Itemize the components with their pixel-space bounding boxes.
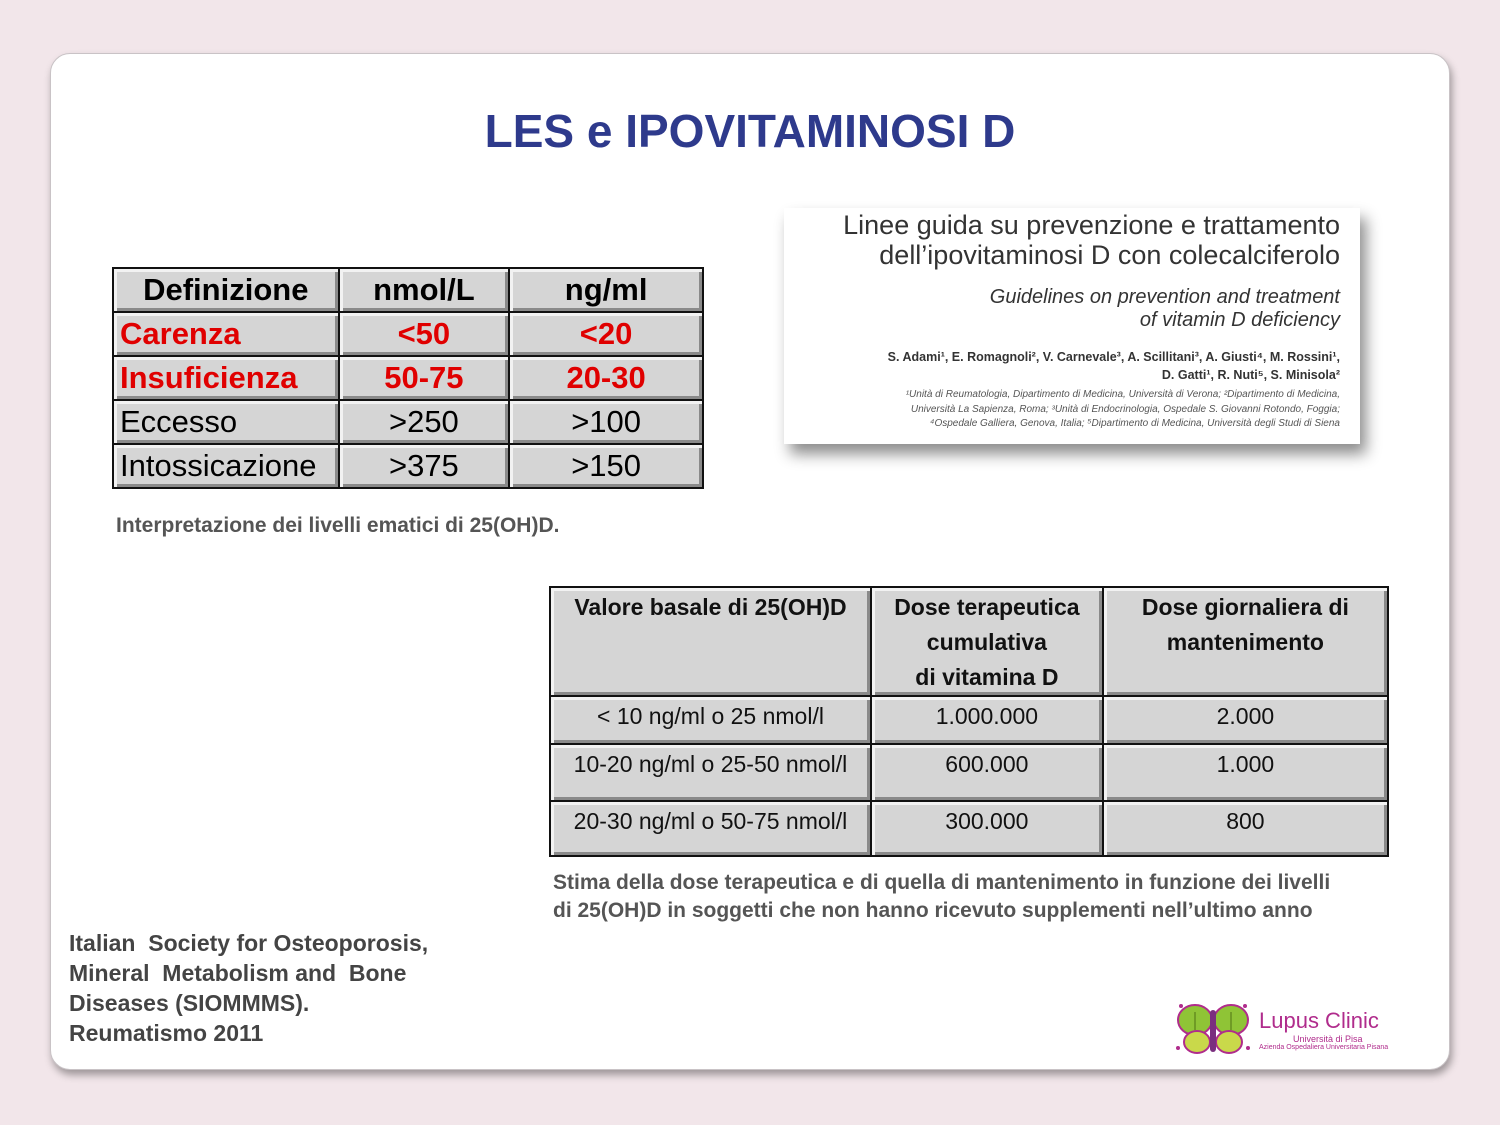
table-row [550, 744, 1388, 801]
article-affil-line: ¹Unità di Reumatologia, Dipartimento di Medicina, Università di Verona; ²Dipartimento di Medicina, [905, 389, 1340, 400]
cell-nmol: >250 [339, 400, 510, 444]
cell-ng: <20 [509, 312, 703, 356]
header-line: mantenimento [1166, 629, 1324, 655]
table-row [113, 356, 703, 400]
slide-title: LES e IPOVITAMINOSI D [484, 105, 1016, 157]
source-line: Reumatismo 2011 [69, 1020, 264, 1046]
dose-caption-line: Stima della dose terapeutica e di quella di mantenimento in funzione dei livelli [553, 871, 1331, 894]
table-row [113, 444, 703, 488]
table-row [550, 696, 1388, 744]
cell-ng: >150 [509, 444, 703, 488]
article-title-line: Linee guida su prevenzione e trattamento [843, 210, 1340, 240]
table-row [113, 400, 703, 444]
cell-nmol: 50-75 [339, 356, 510, 400]
cell-basal: 20-30 ng/ml o 50-75 nmol/l [550, 801, 871, 856]
logo-brand: Lupus Clinic [1259, 1008, 1379, 1033]
dose-caption-line: di 25(OH)D in soggetti che non hanno ricevuto supplementi nell’ultimo anno [553, 899, 1313, 922]
header-daily [1103, 587, 1388, 696]
header-line: Dose terapeutica [894, 594, 1080, 620]
cell-basal: 10-20 ng/ml o 25-50 nmol/l [550, 744, 871, 801]
cell-nmol: >375 [339, 444, 510, 488]
logo-subtitle: Università di Pisa [1293, 1034, 1363, 1044]
article-authors-line: D. Gatti¹, R. Nuti⁵, S. Minisola² [1161, 368, 1340, 382]
cell-ng: >100 [509, 400, 703, 444]
article-title [843, 210, 1340, 270]
article-authors [888, 348, 1340, 384]
table-row [550, 801, 1388, 856]
butterfly-icon [1173, 1000, 1253, 1058]
cell-label: Intossicazione [113, 444, 339, 488]
dose-table [549, 586, 1389, 857]
cell-ng: 20-30 [509, 356, 703, 400]
table-header-row [550, 587, 1388, 696]
article-subtitle [990, 286, 1340, 332]
cell-cumulative: 1.000.000 [871, 696, 1103, 744]
header-line: cumulativa [926, 629, 1047, 655]
definitions-table [112, 267, 704, 489]
table-header-row [113, 268, 703, 312]
article-header-image [784, 208, 1360, 444]
source-line: Italian Society for Osteoporosis, [69, 930, 429, 956]
cell-label: Insuficienza [113, 356, 339, 400]
dose-caption [553, 869, 1413, 925]
definitions-caption: Interpretazione dei livelli ematici di 25(OH)D. [116, 514, 560, 537]
header-definizione: Definizione [113, 268, 339, 312]
source-line: Mineral Metabolism and Bone [69, 960, 407, 986]
header-line: Dose giornaliera di [1141, 594, 1349, 620]
header-basal: Valore basale di 25(OH)D [550, 587, 871, 696]
cell-nmol: <50 [339, 312, 510, 356]
cell-cumulative: 600.000 [871, 744, 1103, 801]
header-nmol: nmol/L [339, 268, 510, 312]
header-line: di vitamina D [915, 664, 1059, 690]
cell-basal: < 10 ng/ml o 25 nmol/l [550, 696, 871, 744]
cell-cumulative: 300.000 [871, 801, 1103, 856]
cell-label: Carenza [113, 312, 339, 356]
logo-subtitle: Azienda Ospedaliera Universitaria Pisana [1259, 1044, 1389, 1051]
article-authors-line: S. Adami¹, E. Romagnoli², V. Carnevale³, A. Scillitani³, A. Giusti⁴, M. Rossini¹, [887, 350, 1340, 364]
article-affiliations [906, 388, 1340, 432]
article-subtitle-line: Guidelines on prevention and treatment [989, 286, 1340, 308]
source-reference [69, 928, 489, 1048]
article-affil-line: ⁴Ospedale Galliera, Genova, Italia; ⁵Dipartimento di Medicina, Università degli Studi di Siena [930, 418, 1340, 429]
cell-daily: 800 [1103, 801, 1388, 856]
slide [50, 53, 1450, 1070]
table-row [113, 312, 703, 356]
cell-daily: 1.000 [1103, 744, 1388, 801]
cell-label: Eccesso [113, 400, 339, 444]
header-cumulative [871, 587, 1103, 696]
header-ng: ng/ml [509, 268, 703, 312]
lupus-clinic-logo [1173, 1000, 1423, 1058]
article-subtitle-line: of vitamin D deficiency [1139, 309, 1340, 331]
article-affil-line: Università La Sapienza, Roma; ³Unità di Endocrinologia, Ospedale S. Giovanni Rotondo, Foggia; [910, 403, 1340, 415]
cell-daily: 2.000 [1103, 696, 1388, 744]
article-title-line: dell’ipovitaminosi D con colecalciferolo [879, 240, 1340, 270]
source-line: Diseases (SIOMMMS). [69, 990, 310, 1016]
